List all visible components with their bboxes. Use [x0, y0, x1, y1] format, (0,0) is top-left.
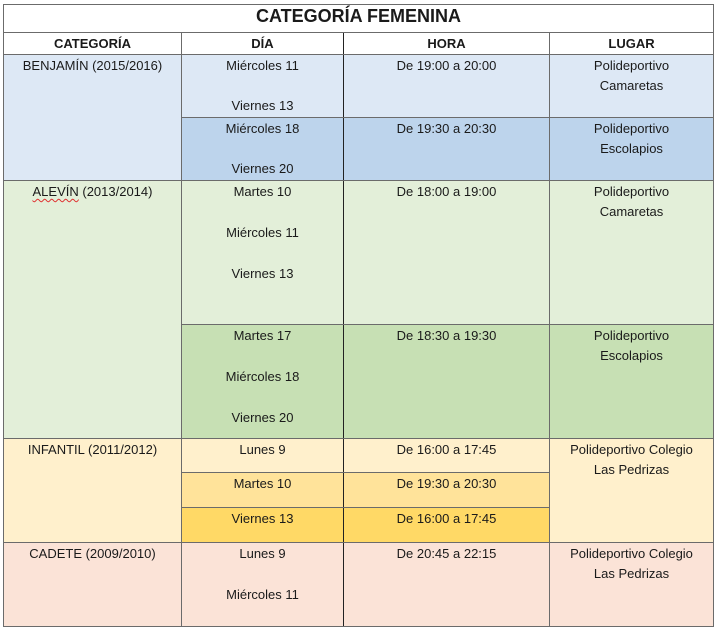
category-cell-alevin [4, 181, 182, 439]
day-cell [182, 55, 344, 118]
day-spacer [185, 387, 340, 408]
day-cell: Martes 10 [182, 473, 344, 508]
day-cell: Viernes 13 [182, 508, 344, 543]
day-spacer [185, 139, 340, 159]
day-spacer [185, 243, 340, 264]
day-cell: Lunes 9 [182, 439, 344, 473]
lugar-cell [550, 325, 714, 439]
lugar-line-2: Escolapios [600, 348, 663, 363]
lugar-line-1: Polideportivo [593, 328, 670, 343]
table-row [4, 439, 714, 473]
lugar-line-1: Polideportivo [593, 184, 670, 199]
hora-cell: De 18:30 a 19:30 [344, 325, 550, 439]
category-years: (2013/2014) [78, 184, 153, 199]
category-cell-infantil: INFANTIL (2011/2012) [4, 439, 182, 543]
category-word: ALEVÍN [32, 184, 79, 199]
day-cell [182, 543, 344, 627]
table-row [4, 181, 714, 325]
header-lugar: LUGAR [550, 33, 714, 55]
lugar-line-2: Camaretas [599, 78, 664, 93]
category-cell-benjamin: BENJAMÍN (2015/2016) [4, 55, 182, 181]
lugar-cell [550, 543, 714, 627]
lugar-line-2: Las Pedrizas [593, 566, 670, 581]
lugar-line-2: Las Pedrizas [593, 462, 670, 477]
lugar-cell [550, 55, 714, 118]
table-row [4, 55, 714, 118]
lugar-line-2: Camaretas [599, 204, 664, 219]
schedule-table [3, 4, 714, 627]
category-cell-cadete: CADETE (2009/2010) [4, 543, 182, 627]
day-text: Viernes 13 [231, 266, 294, 281]
hora-cell: De 19:00 a 20:00 [344, 55, 550, 118]
day-spacer [185, 346, 340, 367]
lugar-cell [550, 439, 714, 543]
lugar-line-2: Escolapios [600, 141, 663, 156]
title-row [4, 5, 714, 33]
day-text: Miércoles 18 [225, 369, 300, 384]
lugar-line-1: Polideportivo [593, 121, 670, 136]
lugar-line-1: Polideportivo Colegio [570, 546, 693, 561]
lugar-line-1: Polideportivo [593, 58, 670, 73]
hora-cell: De 16:00 a 17:45 [344, 508, 550, 543]
lugar-cell [550, 181, 714, 325]
day-text: Martes 17 [233, 328, 292, 343]
day-spacer [185, 564, 340, 585]
header-dia: DÍA [182, 33, 344, 55]
day-cell [182, 325, 344, 439]
header-hora: HORA [344, 33, 550, 55]
hora-cell: De 19:30 a 20:30 [344, 118, 550, 181]
hora-cell: De 20:45 a 22:15 [344, 543, 550, 627]
day-text: Miércoles 11 [226, 58, 299, 73]
day-cell [182, 181, 344, 325]
day-spacer [185, 202, 340, 223]
day-text: Viernes 20 [231, 161, 294, 176]
table-row [4, 543, 714, 627]
lugar-cell [550, 118, 714, 181]
day-text: Miércoles 11 [226, 587, 299, 602]
hora-cell: De 16:00 a 17:45 [344, 439, 550, 473]
day-text: Viernes 13 [231, 98, 294, 113]
day-spacer [185, 76, 340, 96]
table-title: CATEGORÍA FEMENINA [4, 5, 714, 33]
day-cell [182, 118, 344, 181]
lugar-line-1: Polideportivo Colegio [570, 442, 693, 457]
day-text: Lunes 9 [239, 546, 286, 561]
header-row [4, 33, 714, 55]
day-text: Martes 10 [233, 184, 292, 199]
day-text: Viernes 20 [231, 410, 294, 425]
day-text: Miércoles 18 [225, 121, 300, 136]
day-text: Miércoles 11 [226, 225, 299, 240]
hora-cell: De 19:30 a 20:30 [344, 473, 550, 508]
header-categoria: CATEGORÍA [4, 33, 182, 55]
hora-cell: De 18:00 a 19:00 [344, 181, 550, 325]
